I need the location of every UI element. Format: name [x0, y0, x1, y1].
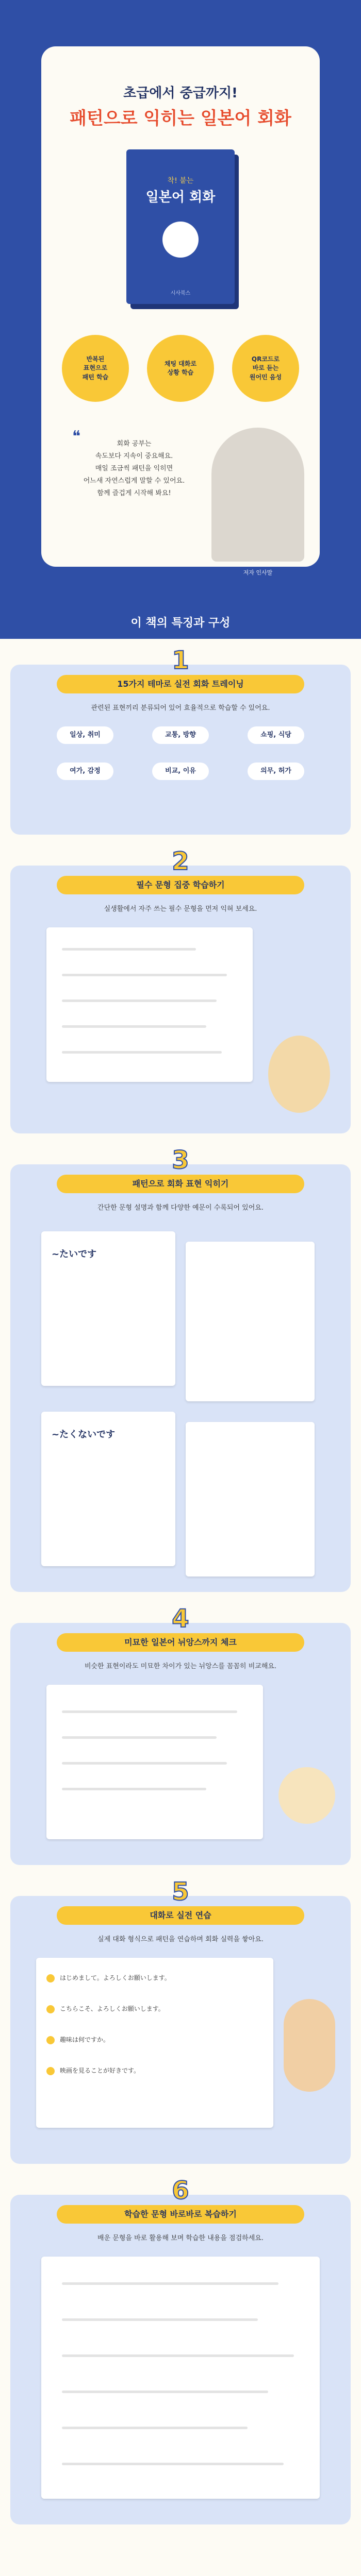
text-line — [62, 1736, 217, 1739]
section-4 — [10, 1604, 351, 1865]
section-3 — [10, 1146, 351, 1592]
section-1 — [10, 646, 351, 835]
book-publisher: 시사북스 — [170, 291, 191, 296]
chat-text: 映画を見ることが好きです。 — [60, 2067, 140, 2074]
text-line — [62, 1051, 222, 1054]
feature-circles — [62, 335, 299, 402]
chat-line — [46, 2035, 263, 2044]
hero-subtitle: 초급에서 중급까지! — [123, 86, 238, 101]
chat-text: はじめまして。よろしくお願いします。 — [60, 1974, 171, 1981]
author-message: 회화 공부는 속도보다 지속이 중요해요. 매일 조금씩 패턴을 익히면 어느새 자연스럽게 말할 수 있어요. 함께 즐겁게 시작해 봐요! — [83, 440, 185, 498]
text-line — [62, 948, 196, 951]
text-line — [62, 2318, 258, 2321]
sample-page — [46, 927, 253, 1082]
chat-line — [46, 2066, 263, 2075]
chat-line — [46, 1973, 263, 1982]
sample-page-right — [186, 1242, 315, 1401]
pattern-phrase: ~たいです — [52, 1249, 97, 1260]
pattern-phrase: ~たくないです — [52, 1429, 116, 1440]
text-line — [62, 2282, 278, 2285]
section-number: 2 — [172, 847, 189, 876]
section-desc: 배운 문형을 바로 활용해 보며 학습한 내용을 점검하세요. — [97, 2234, 264, 2242]
review-sample — [41, 2257, 320, 2499]
hero-card — [41, 46, 320, 576]
character-illustration-icon — [268, 1036, 330, 1113]
feature-circle-2: 채팅 대화로 상황 학습 — [147, 335, 214, 402]
sample-page-right — [186, 1422, 315, 1577]
chat-line — [46, 2004, 263, 2013]
theme-tag: 쇼핑, 식당 — [248, 726, 304, 744]
section-title: 학습한 문형 바로바로 복습하기 — [57, 2205, 304, 2224]
avatar-icon — [46, 2036, 55, 2044]
book-top-text: 착! 붙는 — [167, 177, 194, 185]
chat-text: 趣味は何ですか。 — [60, 2036, 110, 2043]
book-title: 일본어 회화 — [145, 190, 216, 205]
section-title: 대화로 실전 연습 — [57, 1906, 304, 1925]
text-line — [62, 2354, 294, 2357]
section-2 — [10, 847, 351, 1133]
book-cover — [126, 149, 235, 304]
theme-tag: 비교, 이유 — [152, 762, 209, 780]
avatar-icon — [46, 1974, 55, 1982]
feature-circle-1: 반복된 표현으로 패턴 학습 — [62, 335, 129, 402]
nuance-sample — [46, 1685, 263, 1839]
section-desc: 비슷한 표현이라도 미묘한 차이가 있는 뉘앙스를 꼼꼼히 비교해요. — [84, 1663, 277, 1670]
author-tag: 저자 인사말 — [227, 567, 289, 579]
features-header: 이 책의 특징과 구성 — [0, 608, 361, 639]
text-line — [62, 1762, 227, 1765]
text-line — [62, 2463, 284, 2465]
section-number: 5 — [172, 1877, 189, 1906]
dog-illustration-icon — [278, 1767, 335, 1824]
quote-icon: ❝ — [72, 428, 81, 446]
section-5 — [10, 1877, 351, 2164]
hero-title: 패턴으로 익히는 일본어 회화 — [70, 108, 291, 129]
hero-section — [0, 0, 361, 608]
section-title: 미묘한 일본어 뉘앙스까지 체크 — [57, 1633, 304, 1652]
theme-tag: 교통, 방향 — [152, 726, 209, 744]
text-line — [62, 1788, 206, 1790]
text-line — [62, 999, 217, 1002]
section-desc: 간단한 문형 설명과 함께 다양한 예문이 수록되어 있어요. — [97, 1204, 264, 1212]
text-line — [62, 1710, 237, 1713]
theme-tag: 일상, 취미 — [57, 726, 113, 744]
chat-text: こちらこそ、よろしくお願いします。 — [60, 2005, 165, 2012]
puppy-illustration-icon — [162, 222, 199, 258]
section-desc: 실제 대화 형식으로 패턴을 연습하며 회화 실력을 쌓아요. — [97, 1936, 264, 1943]
avatar-icon — [46, 2005, 55, 2013]
author-photo — [211, 428, 304, 562]
section-title: 패턴으로 회화 표현 익히기 — [57, 1175, 304, 1193]
section-desc: 관련된 표현끼리 분류되어 있어 효율적으로 학습할 수 있어요. — [91, 704, 270, 712]
text-line — [62, 974, 227, 976]
text-line — [62, 1025, 206, 1028]
section-6 — [10, 2176, 351, 2524]
section-desc: 실생활에서 자주 쓰는 필수 문형을 먼저 익혀 보세요. — [104, 905, 257, 913]
avatar-icon — [46, 2067, 55, 2075]
section-number: 3 — [172, 1146, 189, 1175]
text-line — [62, 2427, 248, 2429]
theme-tag: 여가, 감정 — [57, 762, 113, 780]
theme-tag: 의무, 허가 — [248, 762, 304, 780]
section-title: 15가지 테마로 실전 회화 트레이닝 — [57, 675, 304, 693]
section-number: 6 — [172, 2176, 189, 2205]
section-title: 필수 문형 집중 학습하기 — [57, 876, 304, 894]
feature-circle-3: QR코드로 바로 듣는 원어민 음성 — [232, 335, 299, 402]
text-line — [62, 2391, 268, 2393]
kids-illustration-icon — [284, 1999, 335, 2092]
section-number: 4 — [172, 1604, 189, 1633]
section-number: 1 — [172, 646, 189, 675]
